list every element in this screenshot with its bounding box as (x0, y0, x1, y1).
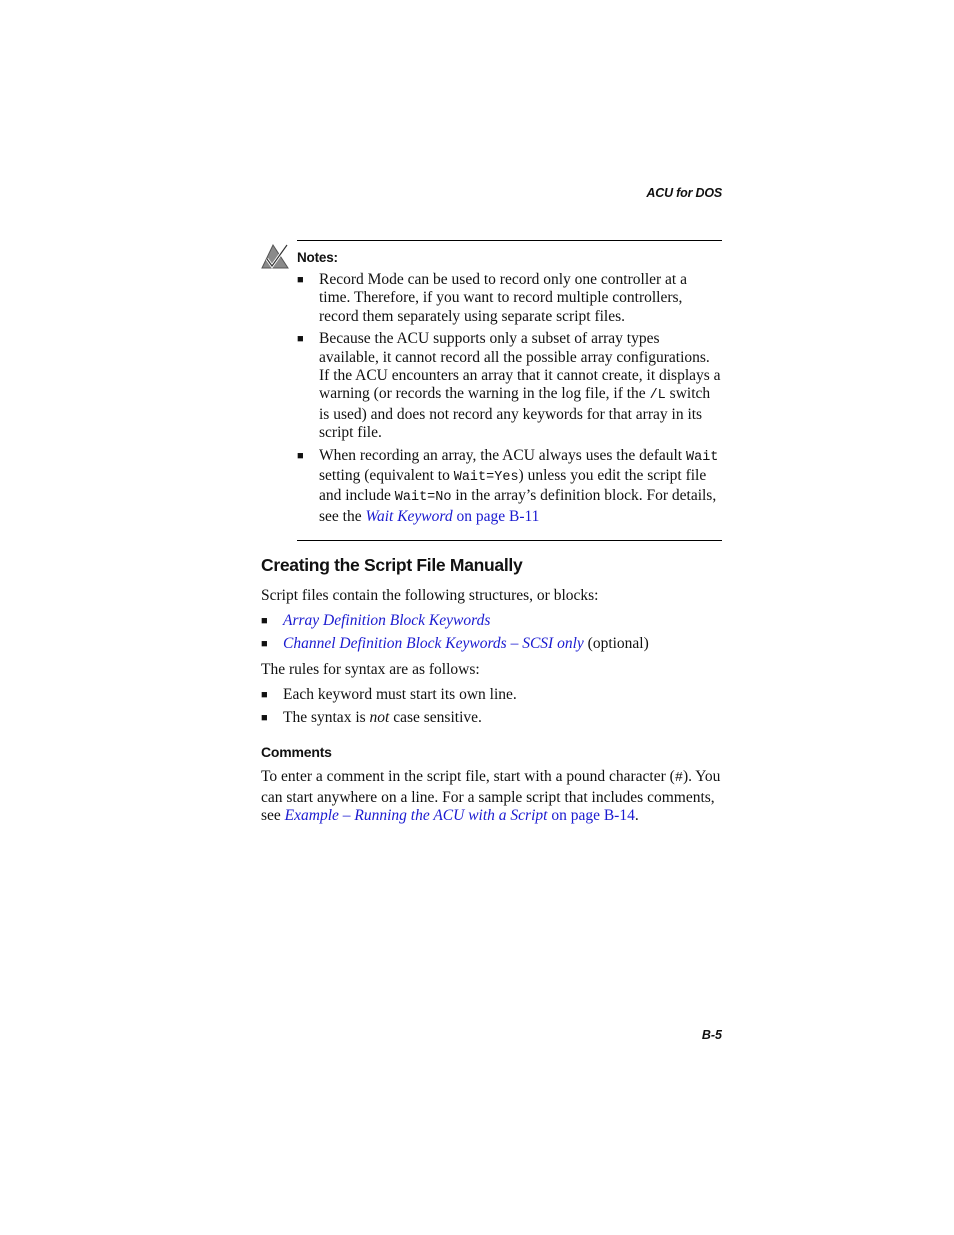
rule-text: The syntax is (283, 709, 370, 727)
link-title: Wait Keyword (365, 507, 453, 525)
bullet-square-icon: ■ (261, 614, 268, 627)
note-text: setting (equivalent to (319, 466, 454, 484)
rule-text: Each keyword must start its own line. (283, 686, 517, 704)
rules-intro: The rules for syntax are as follows: (261, 661, 480, 679)
list-item (297, 330, 722, 442)
section-heading: Creating the Script File Manually (261, 555, 523, 575)
link-example-script[interactable]: Example – Running the ACU with a Script on page B-14 (284, 807, 635, 825)
code-pound: # (674, 770, 683, 786)
main-content (261, 555, 723, 832)
notes-title: Notes: (297, 250, 338, 265)
bullet-square-icon: ■ (261, 638, 268, 651)
note-text: ) unless you edit the script file and include (319, 466, 707, 505)
blocks-list (261, 612, 723, 654)
link-array-definition[interactable]: Array Definition Block Keywords (283, 611, 491, 629)
comments-heading: Comments (261, 743, 332, 760)
list-item (297, 271, 722, 326)
note-text: Record Mode can be used to record only one controller at a time. Therefore, if you want to record multiple controllers, record them separately using separate script files. (319, 271, 687, 325)
bullet-square-icon: ■ (261, 689, 268, 702)
link-channel-definition[interactable]: Channel Definition Block Keywords – SCSI only (283, 635, 584, 653)
list-item (297, 447, 722, 526)
bullet-square-icon: ■ (297, 333, 304, 346)
note-text: in the array’s definition block. For details, see the (319, 487, 717, 525)
section-intro: Script files contain the following structures, or blocks: (261, 587, 599, 604)
optional-label: (optional) (583, 635, 649, 653)
bullet-square-icon: ■ (297, 274, 304, 286)
note-check-icon (261, 242, 289, 270)
notes-box (297, 240, 722, 541)
rules-list (261, 686, 723, 728)
code-wait-yes: Wait=Yes (453, 469, 519, 485)
note-text: Because the ACU supports only a subset of array types available, it cannot record all the possible array configurations. If the ACU encounters an array that it cannot create, it displays a warning (or records the warning in the log file, if the (319, 330, 721, 403)
code-wait-no: Wait=No (394, 490, 452, 506)
bullet-square-icon: ■ (261, 712, 268, 725)
link-wait-keyword[interactable] (365, 508, 539, 525)
list-item (261, 612, 723, 630)
rule-emphasis: not (369, 709, 390, 727)
note-text: switch is used) and does not record any keywords for that array in its script file. (319, 385, 711, 441)
list-item (261, 635, 723, 653)
comments-paragraph: To enter a comment in the script file, start with a pound character (#). You can start anywhere on a line. For a sample script that includes comments, see Example – Running the ACU with a Script on page B-14. (261, 767, 721, 825)
rule-text: case sensitive. (389, 709, 482, 727)
code-switch: /L (649, 388, 666, 404)
page-number: B-5 (701, 1028, 722, 1042)
link-page: on page B-11 (452, 507, 540, 525)
list-item (261, 686, 723, 704)
note-text: When recording an array, the ACU always uses the default (319, 446, 686, 464)
running-header: ACU for DOS (646, 186, 722, 200)
code-wait: Wait (686, 449, 719, 465)
notes-list (297, 271, 722, 526)
list-item (261, 709, 723, 727)
bullet-square-icon: ■ (297, 449, 304, 462)
